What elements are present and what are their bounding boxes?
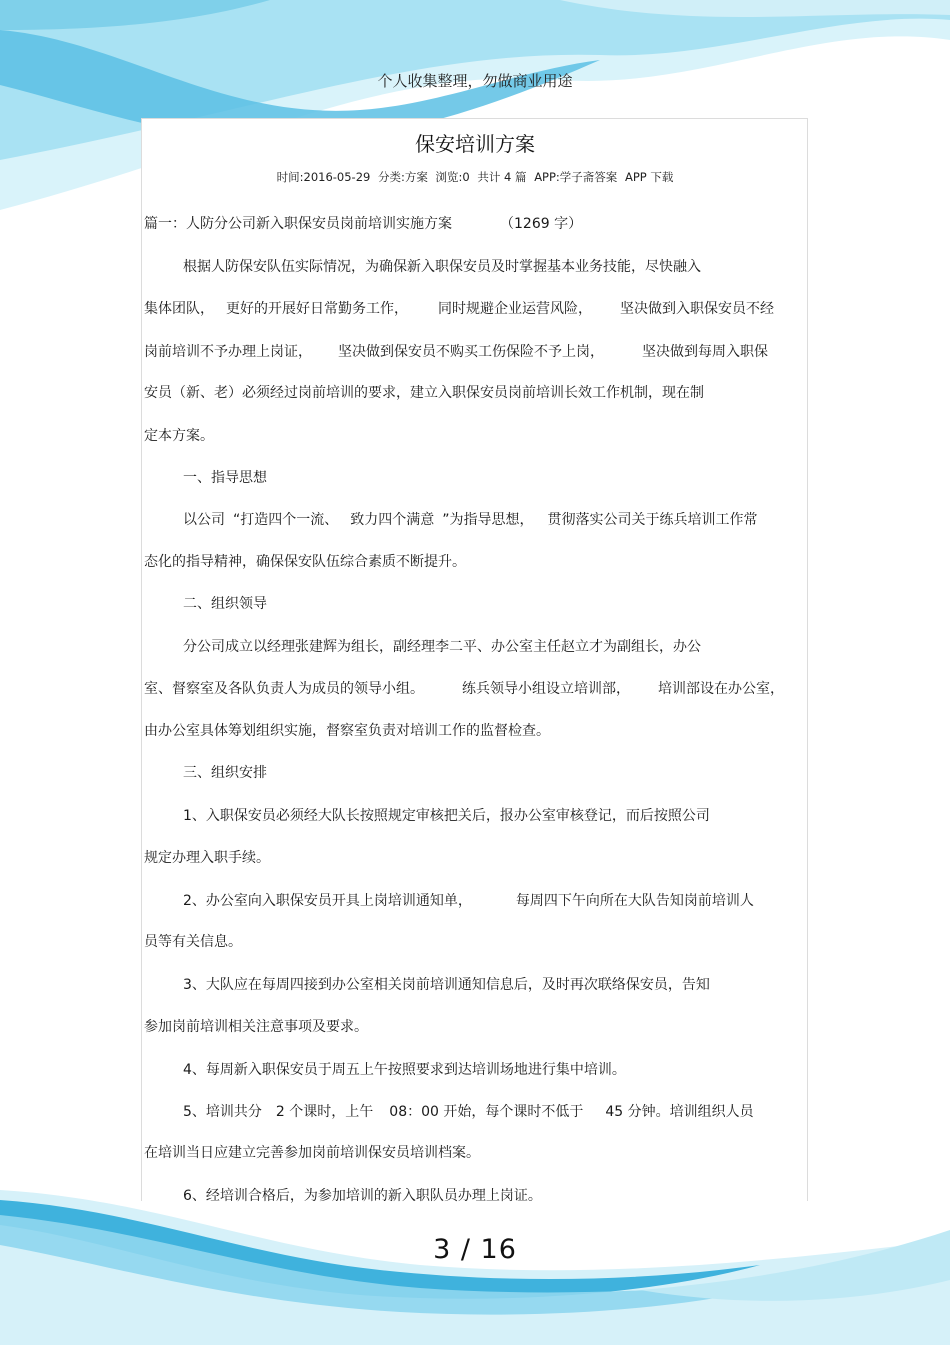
paragraph-line xyxy=(144,298,774,318)
text-segment: 致力四个满意 xyxy=(350,512,435,528)
list-item-line: 6、经培训合格后，为参加培训的新入职队员办理上岗证。 xyxy=(183,1188,542,1204)
text-segment: 坚决做到入职保安员不经 xyxy=(620,301,774,317)
meta-views: 浏览:0 xyxy=(435,170,470,184)
text-segment: 练兵领导小组设立培训部， xyxy=(462,681,630,697)
meta-count: 共计 4 篇 xyxy=(477,170,527,184)
heading-word-count: （1269 字） xyxy=(500,216,583,232)
text-segment: 室、督察室及各队负责人为成员的领导小组。 xyxy=(144,681,424,697)
paragraph-line xyxy=(144,341,768,361)
text-segment: 45 分钟。培训组织人员 xyxy=(605,1104,754,1120)
section-title: 一、指导思想 xyxy=(183,470,267,486)
text-segment: “打造四个一流、 xyxy=(233,512,339,528)
list-item-line: 4、每周新入职保安员于周五上午按照要求到达培训场地进行集中培训。 xyxy=(183,1062,626,1078)
text-segment: 08：00 开始，每个课时不低于 xyxy=(389,1104,584,1120)
text-segment: 2 个课时，上午 xyxy=(275,1104,374,1120)
text-segment: 岗前培训不予办理上岗证， xyxy=(144,344,312,360)
paragraph-line: 安员（新、老）必须经过岗前培训的要求，建立入职保安员岗前培训长效工作机制，现在制 xyxy=(144,385,704,401)
text-segment: 坚决做到每周入职保 xyxy=(642,344,768,360)
text-segment: 贯彻落实公司关于练兵培训工作常 xyxy=(547,512,758,528)
list-item-line: 3、大队应在每周四接到办公室相关岗前培训通知信息后，及时再次联络保安员，告知 xyxy=(183,977,710,993)
watermark-text: 个人收集整理，勿做商业用途 xyxy=(377,72,573,90)
text-segment: 集体团队， xyxy=(144,301,214,317)
text-segment: ”为指导思想， xyxy=(442,512,534,528)
meta-category: 分类:方案 xyxy=(378,170,428,184)
list-item-line: 1、入职保安员必须经大队长按照规定审核把关后，报办公室审核登记，而后按照公司 xyxy=(183,808,710,824)
section-title: 三、组织安排 xyxy=(183,765,267,781)
list-item-line xyxy=(183,890,754,910)
document-meta xyxy=(0,169,950,185)
text-segment: 同时规避企业运营风险， xyxy=(438,301,592,317)
paragraph-line: 定本方案。 xyxy=(144,428,214,444)
text-segment: 以公司 xyxy=(183,512,225,528)
paragraph-line: 由办公室具体筹划组织实施，督察室负责对培训工作的监督检查。 xyxy=(144,723,550,739)
paragraph-line xyxy=(144,678,784,698)
list-item-line xyxy=(183,1101,754,1121)
list-item-line: 员等有关信息。 xyxy=(144,934,242,950)
document-title: 保安培训方案 xyxy=(415,132,535,156)
list-item-line: 参加岗前培训相关注意事项及要求。 xyxy=(144,1019,368,1035)
list-item-line: 规定办理入职手续。 xyxy=(144,850,270,866)
list-item-line: 在培训当日应建立完善参加岗前培训保安员培训档案。 xyxy=(144,1145,480,1161)
text-segment: 2、办公室向入职保安员开具上岗培训通知单， xyxy=(183,893,472,909)
text-segment: 更好的开展好日常勤务工作， xyxy=(226,301,408,317)
text-segment: 5、培训共分 xyxy=(183,1104,262,1120)
paragraph-line: 分公司成立以经理张建辉为组长，副经理李二平、办公室主任赵立才为副组长，办公 xyxy=(183,639,701,655)
paragraph-line xyxy=(183,509,758,529)
page-number: 3 / 16 xyxy=(433,1234,517,1265)
meta-app: APP:学子斋答案 xyxy=(534,170,618,184)
paragraph-line: 态化的指导精神，确保保安队伍综合素质不断提升。 xyxy=(144,554,466,570)
meta-download-link[interactable]: APP 下载 xyxy=(624,170,674,184)
document-page xyxy=(141,118,808,1201)
section-heading xyxy=(144,213,582,233)
text-segment: 每周四下午向所在大队告知岗前培训人 xyxy=(515,893,754,909)
text-segment: 培训部设在办公室， xyxy=(658,681,784,697)
paragraph-line: 根据人防保安队伍实际情况，为确保新入职保安员及时掌握基本业务技能，尽快融入 xyxy=(183,259,701,275)
text-segment: 坚决做到保安员不购买工伤保险不予上岗， xyxy=(338,344,604,360)
heading-text: 篇一：人防分公司新入职保安员岗前培训实施方案 xyxy=(144,216,452,232)
meta-time: 时间:2016-05-29 xyxy=(276,170,371,184)
section-title: 二、组织领导 xyxy=(183,596,267,612)
